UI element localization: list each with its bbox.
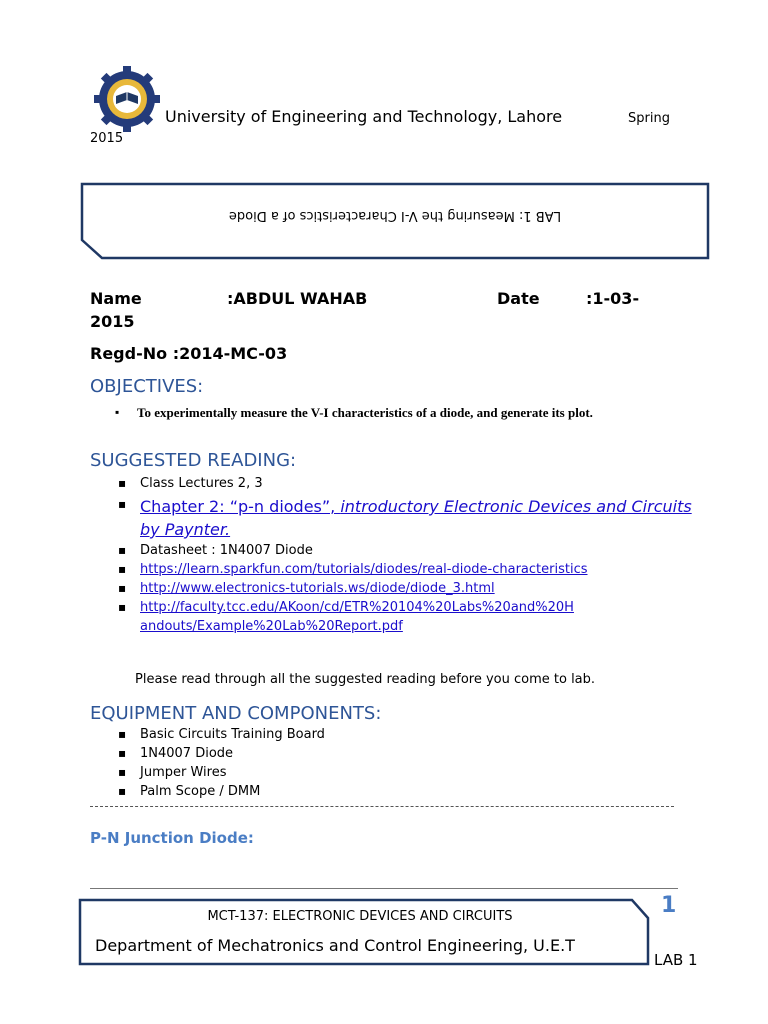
- section-heading: P-N Junction Diode:: [90, 829, 254, 847]
- regd-value: :2014-MC-03: [172, 344, 288, 363]
- footer-rule: [90, 888, 678, 889]
- date-year: 2015: [90, 312, 135, 331]
- lab-title: LAB 1: Measuring the V-I Characteristics of a Diode: [228, 208, 562, 223]
- name-value: :ABDUL WAHAB: [227, 289, 368, 308]
- reading-heading: SUGGESTED READING:: [90, 450, 297, 471]
- regd-label: Regd-No: [90, 344, 168, 363]
- page-number: 1: [661, 893, 677, 918]
- equipment-heading: EQUIPMENT AND COMPONENTS:: [90, 703, 382, 724]
- list-item[interactable]: [140, 560, 700, 579]
- section-divider: [90, 806, 674, 807]
- list-item: ▪ Palm Scope / DMM: [140, 782, 540, 801]
- list-item: ▪ 1N4007 Diode: [140, 744, 540, 763]
- objective-item: ▪ To experimentally measure the V-I characteristics of a diode, and generate its plot.: [137, 403, 657, 422]
- regd-no: [90, 344, 287, 363]
- list-item[interactable]: [140, 598, 580, 636]
- university-name: University of Engineering and Technology, Lahore: [165, 107, 563, 126]
- reading-list: [140, 474, 700, 636]
- date-value: :1-03-: [586, 289, 640, 308]
- tcc-report-link[interactable]: http://faculty.tcc.edu/AKoon/cd/ETR%20104%20Labs%20and%20Handouts/Example%20Lab%20Report.pdf: [140, 600, 574, 634]
- list-item: ▪ Basic Circuits Training Board: [140, 725, 540, 744]
- lab-label: LAB 1: [654, 951, 698, 969]
- objectives-list: [137, 403, 657, 422]
- list-item: ▪ Jumper Wires: [140, 763, 540, 782]
- list-item[interactable]: [140, 579, 700, 598]
- term-label: Spring: [628, 111, 670, 126]
- list-item: ▪ Datasheet : 1N4007 Diode: [140, 541, 700, 560]
- date-label: Date: [497, 289, 540, 308]
- list-item: ▪ Class Lectures 2, 3: [140, 474, 700, 493]
- reading-heading-text: SUGGESTED READING: [90, 450, 291, 471]
- chapter-link[interactable]: Chapter 2: “p-n diodes”, introductory Electronic Devices and Circuits by Paynter.: [140, 497, 692, 539]
- electronics-tutorials-link[interactable]: http://www.electronics-tutorials.ws/diode/diode_3.html: [140, 581, 495, 596]
- course-code: MCT-137: ELECTRONIC DEVICES AND CIRCUITS: [207, 909, 513, 924]
- list-item-chapter[interactable]: [140, 493, 700, 541]
- objectives-heading: OBJECTIVES:: [90, 376, 204, 397]
- reading-note: Please read through all the suggested reading before you come to lab.: [135, 672, 596, 687]
- name-label: Name: [90, 289, 142, 308]
- equipment-list: [140, 725, 540, 801]
- sparkfun-link[interactable]: https://learn.sparkfun.com/tutorials/diodes/real-diode-characteristics: [140, 562, 588, 577]
- term-year: 2015: [90, 131, 124, 146]
- department-name: Department of Mechatronics and Control Engineering, U.E.T: [95, 936, 575, 955]
- footer-frame: [78, 896, 650, 966]
- university-logo: [94, 66, 160, 132]
